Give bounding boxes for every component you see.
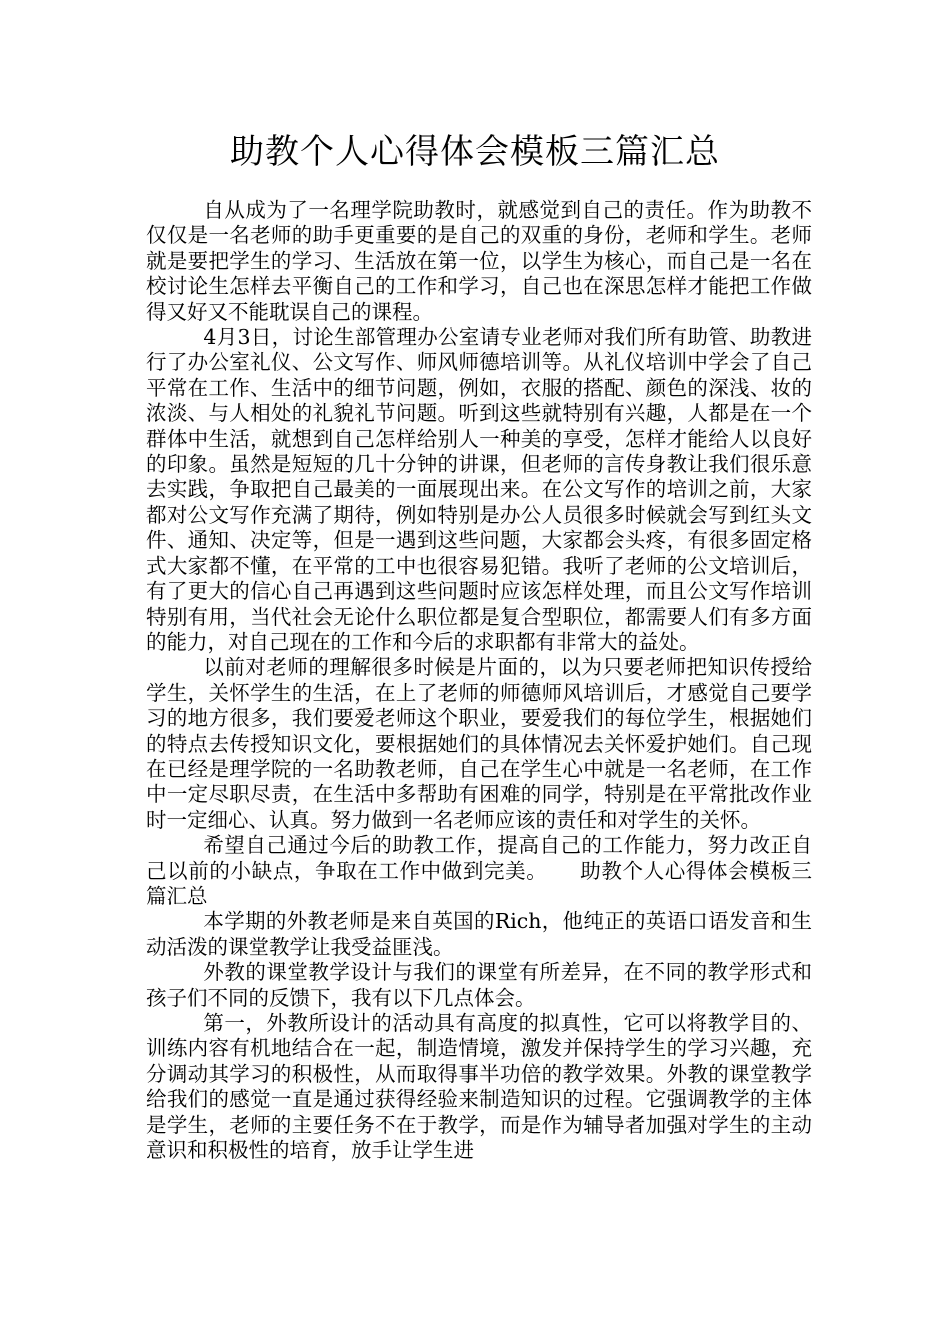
paragraph: 外教的课堂教学设计与我们的课堂有所差异，在不同的教学形式和孩子们不同的反馈下，我有以下几点体会。 — [146, 960, 812, 1010]
document-body — [146, 198, 812, 1163]
document-title: 助教个人心得体会模板三篇汇总 — [230, 132, 720, 172]
paragraph: 自从成为了一名理学院助教时，就感觉到自己的责任。作为助教不仅仅是一名老师的助手更重要的是自己的双重的身份，老师和学生。老师就是要把学生的学习、生活放在第一位，以学生为核心，而自己是一名在校讨论生怎样去平衡自己的工作和学习，自己也在深思怎样才能把工作做得又好又不能耽误自己的课程。 — [146, 198, 812, 324]
inline-section-heading: 助教个人心得体会模板三篇汇总 — [146, 858, 813, 908]
paragraph: 第一，外教所设计的活动具有高度的拟真性，它可以将教学目的、训练内容有机地结合在一起，制造情境，激发并保持学生的学习兴趣，充分调动其学习的积极性，从而取得事半功倍的教学效果。外教的课堂教学给我们的感觉一直是通过获得经验来制造知识的过程。它强调教学的主体是学生，老师的主要任务不在于教学，而是作为辅导者加强对学生的主动意识和积极性的培育，放手让学生进 — [146, 1011, 812, 1163]
paragraph: 4月3日，讨论生部管理办公室请专业老师对我们所有助管、助教进行了办公室礼仪、公文写作、师风师德培训等。从礼仪培训中学会了自己平常在工作、生活中的细节问题，例如，衣服的搭配、颜色的深浅、妆的浓淡、与人相处的礼貌礼节问题。听到这些就特别有兴趣，人都是在一个群体中生活，就想到自己怎样给别人一种美的享受，怎样才能给人以良好的印象。虽然是短短的几十分钟的讲课，但老师的言传身教让我们很乐意去实践，争取把自己最美的一面展现出来。在公文写作的培训之前，大家都对公文写作充满了期待，例如特别是办公人员很多时候就会写到红头文件、通知、决定等，但是一遇到这些问题，大家都会头疼，有很多固定格式大家都不懂，在平常的工中也很容易犯错。我听了老师的公文培训后，有了更大的信心自己再遇到这些问题时应该怎样处理，而且公文写作培训特别有用，当代社会无论什么职位都是复合型职位，都需要人们有多方面的能力，对自己现在的工作和今后的求职都有非常大的益处。 — [146, 325, 812, 654]
paragraph: 本学期的外教老师是来自英国的Rich，他纯正的英语口语发音和生动活泼的课堂教学让我受益匪浅。 — [146, 909, 812, 959]
paragraph — [146, 833, 812, 909]
paragraph-text: 希望自己通过今后的助教工作，提高自己的工作能力，努力改正自己以前的小缺点，争取在工作中做到完美。 — [146, 833, 812, 883]
paragraph: 以前对老师的理解很多时候是片面的，以为只要老师把知识传授给学生，关怀学生的生活，在上了老师的师德师风培训后，才感觉自己要学习的地方很多，我们要爱老师这个职业，要爱我们的每位学生，根据她们的特点去传授知识文化，要根据她们的具体情况去关怀爱护她们。自己现在已经是理学院的一名助教老师，自己在学生心中就是一名老师，在工作中一定尽职尽责，在生活中多帮助有困难的同学，特别是在平常批改作业时一定细心、认真。努力做到一名老师应该的责任和对学生的关怀。 — [146, 655, 812, 832]
